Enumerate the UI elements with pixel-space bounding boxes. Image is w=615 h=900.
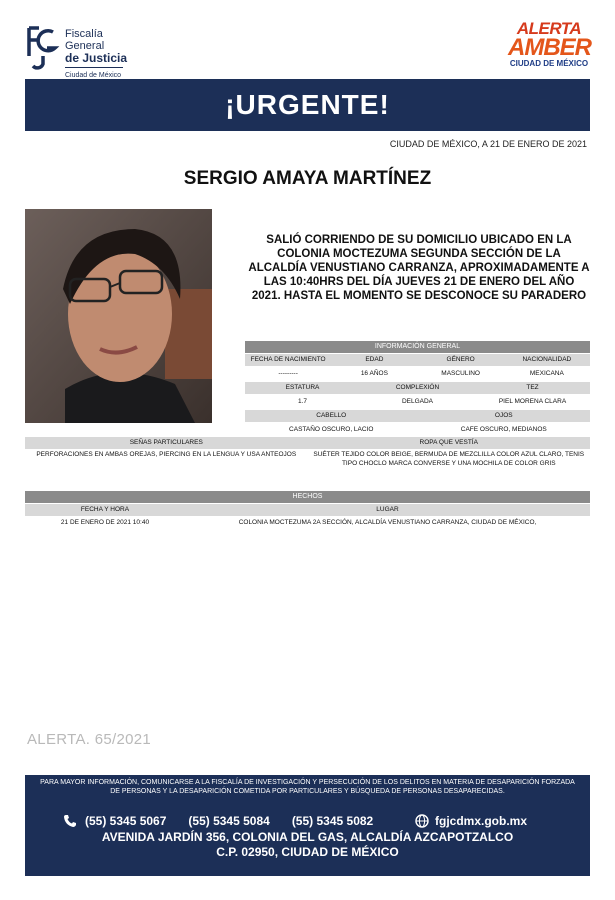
features-labels — [25, 437, 590, 449]
website-link[interactable]: fgjcdmx.gob.mx — [435, 814, 528, 828]
label-tez: TEZ — [526, 384, 539, 391]
phone-numbers — [63, 814, 373, 828]
value-fecha-hora: 21 DE ENERO DE 2021 10:40 — [60, 519, 150, 526]
hechos-values — [25, 517, 590, 528]
date-line: CIUDAD DE MÉXICO, A 21 DE ENERO DE 2021 — [389, 139, 587, 149]
value-tez: PIEL MORENA CLARA — [498, 398, 567, 405]
features-values — [25, 450, 590, 468]
amber-line3: CIUDAD DE MÉXICO — [509, 59, 589, 68]
fgj-line3: de Justicia — [65, 51, 128, 65]
label-ojos: OJOS — [494, 412, 513, 419]
globe-icon — [415, 814, 429, 828]
address-line1: AVENIDA JARDÍN 356, COLONIA DEL GAS, ALCALDÍA AZCAPOTZALCO — [101, 830, 514, 844]
label-ropa: ROPA QUE VESTÍA — [419, 439, 478, 446]
info-row3-values — [245, 424, 590, 435]
value-fecha-nacimiento: --------- — [278, 370, 298, 377]
fgj-logo — [25, 26, 61, 72]
alert-number: ALERTA. 65/2021 — [27, 731, 152, 748]
address-line2: C.P. 02950, CIUDAD DE MÉXICO — [216, 845, 399, 859]
phone-1[interactable]: (55) 5345 5067 — [85, 814, 167, 828]
value-edad: 16 AÑOS — [360, 370, 388, 377]
label-lugar: LUGAR — [376, 506, 399, 513]
info-general-title: INFORMACIÓN GENERAL — [374, 343, 461, 350]
value-nacionalidad: MEXICANA — [529, 370, 564, 377]
value-ropa: SUÉTER TEJIDO COLOR BEIGE, BERMUDA DE MEZCLILLA COLOR AZUL CLARO, TENIS TIPO CHOCLO MARCA CONVERSE Y UNA MOCHILA DE COLOR GRIS — [313, 451, 585, 467]
value-lugar: COLONIA MOCTEZUMA 2A SECCIÓN, ALCALDÍA VENUSTIANO CARRANZA, CIUDAD DE MÉXICO, — [238, 519, 537, 526]
person-photo — [25, 209, 212, 423]
fgj-line4: Ciudad de México — [65, 67, 123, 82]
website — [415, 814, 527, 828]
fgj-line2: General — [65, 40, 105, 52]
info-row1-values — [245, 368, 590, 379]
fgj-wordmark — [65, 28, 127, 82]
footer-info-text: PARA MAYOR INFORMACIÓN, COMUNICARSE A LA FISCALÍA DE INVESTIGACIÓN Y PERSECUCIÓN DE LOS DELITOS EN MATERIA DE DESAPARICIÓN FORZADA DE PERSONAS Y LA DESAPARICIÓN COMETIDA POR PARTICULARES Y BÚSQUEDA DE PERSONAS DESAPARECIDAS. — [40, 779, 575, 795]
footer — [25, 775, 590, 876]
phone-3[interactable]: (55) 5345 5082 — [291, 814, 374, 828]
amber-line2: AMBER — [508, 34, 591, 61]
amber-line1: ALERTA — [516, 19, 582, 38]
label-estatura: ESTATURA — [285, 384, 320, 391]
urgent-banner: ¡URGENTE! — [25, 79, 590, 131]
label-fecha-hora: FECHA Y HORA — [80, 506, 130, 513]
fgj-line1: Fiscalía — [65, 28, 103, 40]
value-senas-particulares: PERFORACIONES EN AMBAS OREJAS, PIERCING EN LA LENGUA Y USA ANTEOJOS — [36, 451, 297, 458]
phone-icon — [63, 814, 77, 828]
value-genero: MASCULINO — [441, 370, 480, 377]
value-complexion: DELGADA — [401, 398, 434, 405]
phone-2[interactable]: (55) 5345 5084 — [188, 814, 270, 828]
hechos-header — [25, 491, 590, 503]
label-genero: GÉNERO — [446, 356, 475, 363]
label-nacionalidad: NACIONALIDAD — [522, 356, 572, 363]
hechos-title: HECHOS — [292, 493, 323, 500]
info-general-header — [245, 341, 590, 353]
case-description: SALIÓ CORRIENDO DE SU DOMICILIO UBICADO EN LA COLONIA MOCTEZUMA SEGUNDA SECCIÓN DE LA ALCALDÍA VENUSTIANO CARRANZA, APROXIMADAMENTE A LAS 10:40HRS DEL DÍA JUEVES 21 DE ENERO DEL AÑO 2021. HASTA EL MOMENTO SE DESCONOCE SU PARADERO — [248, 234, 590, 302]
label-complexion: COMPLEXIÓN — [395, 384, 440, 391]
label-edad: EDAD — [365, 356, 384, 363]
info-row2-values — [245, 396, 590, 407]
label-senas-particulares: SEÑAS PARTICULARES — [129, 439, 203, 446]
person-name: SERGIO AMAYA MARTÍNEZ — [183, 168, 432, 189]
value-cabello: CASTAÑO OSCURO, LACIO — [289, 426, 374, 433]
label-fecha-nacimiento: FECHA DE NACIMIENTO — [250, 356, 326, 363]
info-row2-labels — [245, 382, 590, 394]
label-cabello: CABELLO — [316, 412, 347, 419]
info-row3-labels — [245, 410, 590, 422]
hechos-labels — [25, 504, 590, 516]
value-estatura: 1.7 — [297, 398, 308, 405]
alerta-amber-logo — [508, 20, 590, 69]
info-row1-labels — [245, 354, 590, 366]
value-ojos: CAFE OSCURO, MEDIANOS — [460, 426, 547, 433]
